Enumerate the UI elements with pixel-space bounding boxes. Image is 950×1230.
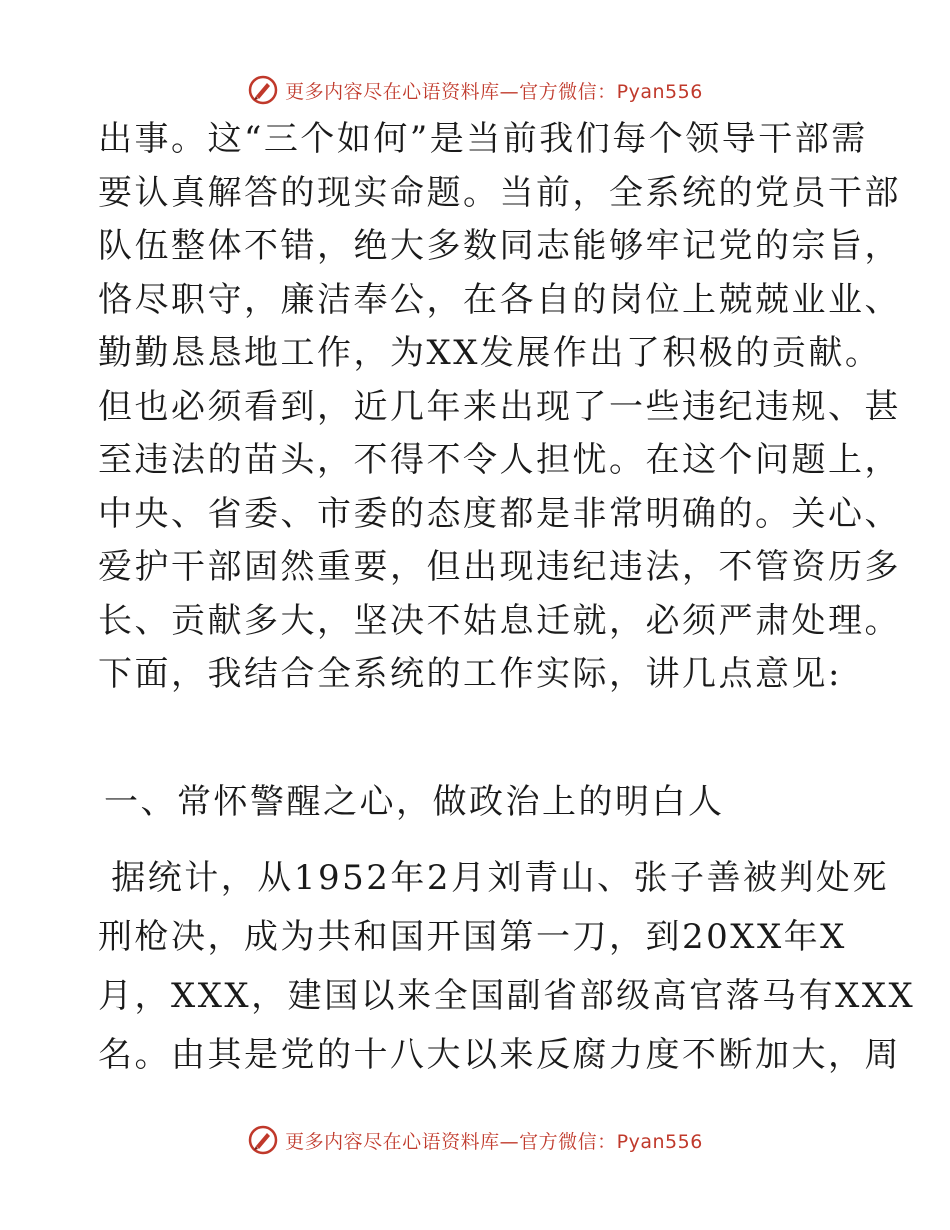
watermark-text: 更多内容尽在心语资料库—官方微信：Pyan556 [285,80,703,103]
watermark-banner-top [0,70,950,110]
text-line: 出事。这“三个如何”是当前我们每个领导干部需 [98,119,868,159]
text-line: 要认真解答的现实命题。当前，全系统的党员干部 [98,172,901,213]
text-line: 爱护干部固然重要，但出现违纪违法，不管资历多 [98,547,901,587]
text-line: 月，XXX，建国以来全国副省部级高官落马有XXX [98,976,916,1016]
text-line: 至违法的苗头，不得不令人担忧。在这个问题上， [98,440,901,480]
text-line: 但也必须看到，近几年来出现了一些违纪违规、甚 [98,386,901,427]
pen-logo-icon [247,1124,279,1156]
watermark-banner-bottom [0,1120,950,1160]
text-line: 名。由其是党的十八大以来反腐力度不断加大，周 [98,1035,901,1075]
text-line: 勤勤恳恳地工作，为XX发展作出了积极的贡献。 [98,333,882,373]
text-line: 队伍整体不错，绝大多数同志能够牢记党的宗旨， [98,226,901,266]
pen-logo-icon [247,74,279,106]
text-line: 据统计，从1952年2月刘青山、张子善被判处死 [98,858,889,898]
watermark-text: 更多内容尽在心语资料库—官方微信：Pyan556 [285,1130,703,1153]
text-line: 恪尽职守，廉洁奉公，在各自的岗位上兢兢业业、 [98,279,901,320]
paragraph-2 [98,858,916,1097]
paragraph-1 [98,119,901,711]
text-line: 中央、省委、市委的态度都是非常明确的。关心、 [98,493,901,534]
text-line: 长、贡献多大，坚决不姑息迁就，必须严肃处理。 [98,600,901,641]
section-heading: 一、常怀警醒之心，做政治上的明白人 [104,782,725,822]
text-line: 刑枪决，成为共和国开国第一刀，到20XX年X [98,917,847,957]
text-line: 下面，我结合全系统的工作实际，讲几点意见: [98,654,842,694]
